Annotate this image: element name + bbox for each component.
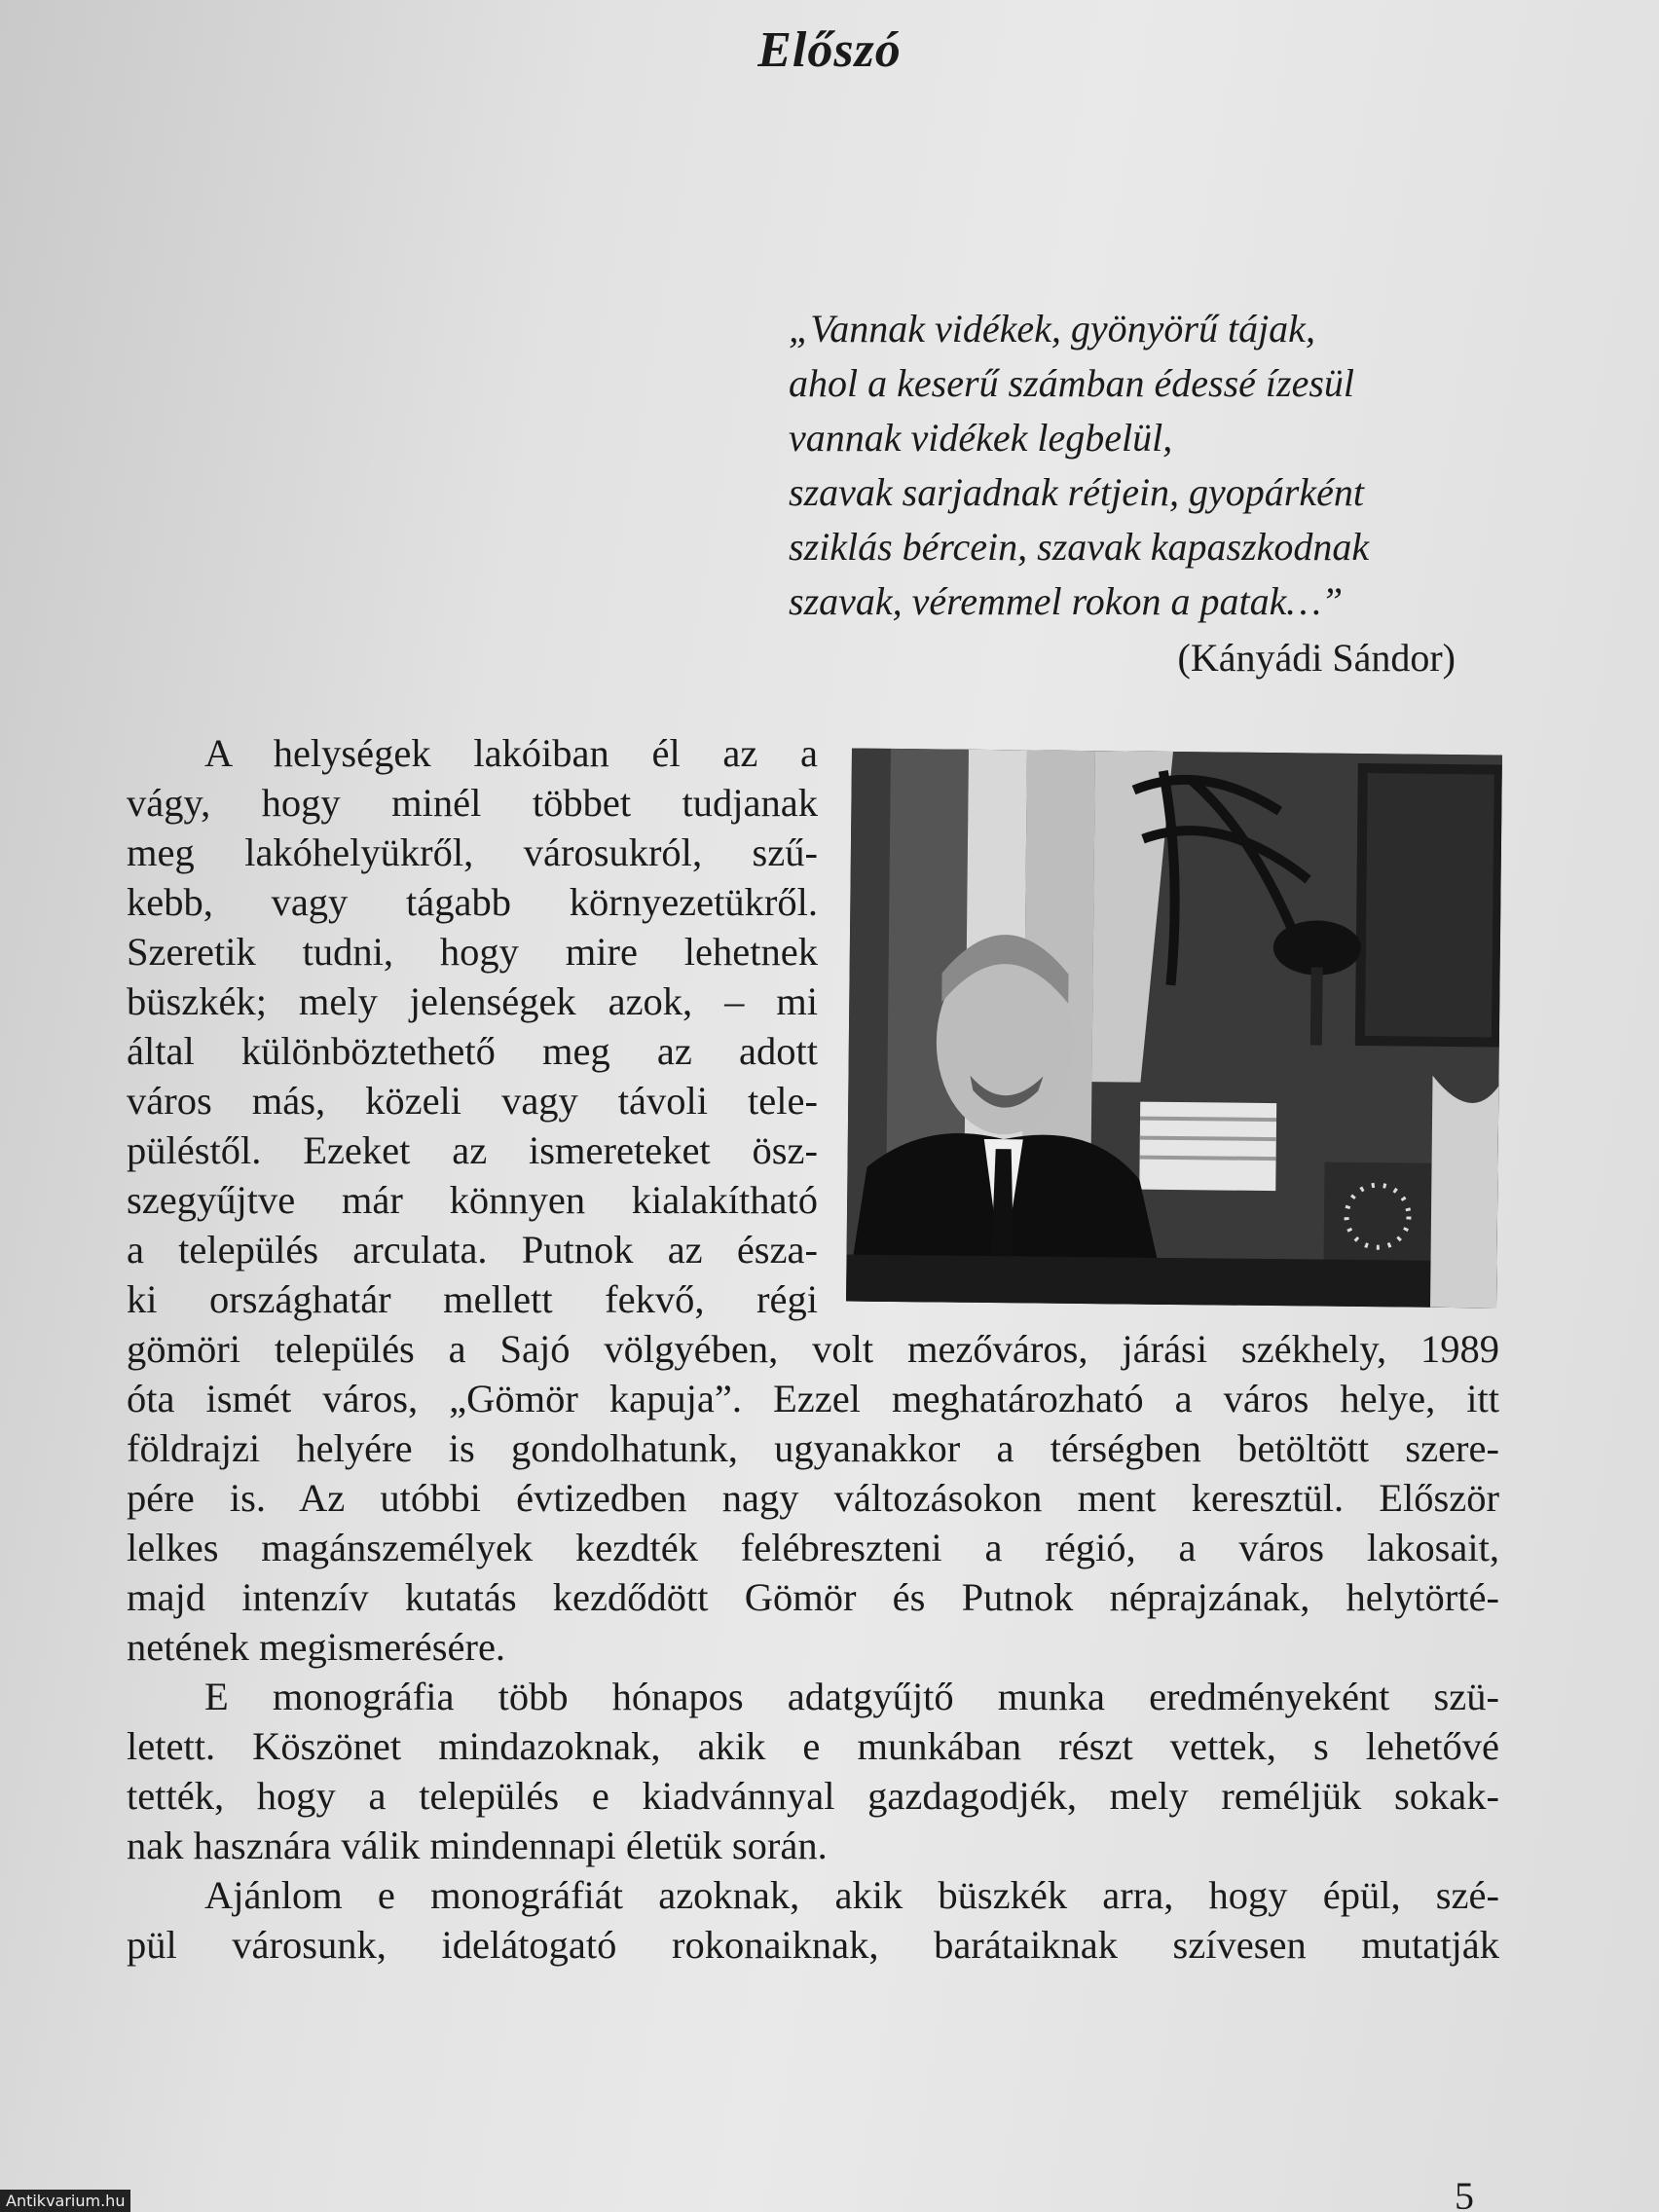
text-line: netének megismerésére. <box>127 1625 506 1669</box>
text-line: büszkék; mely jelenségek azok, – mi <box>127 979 818 1023</box>
text-line: majd intenzív kutatás kezdődött Gömör és Putnok néprajzának, helytörté- <box>127 1575 1499 1619</box>
text-line: város más, közeli vagy távoli tele- <box>127 1079 818 1123</box>
poem-line: szavak sarjadnak rétjein, gyopárként <box>789 470 1364 514</box>
poem-author: (Kányádi Sándor) <box>1177 636 1456 680</box>
text-line: püléstől. Ezeket az ismereteket ösz- <box>127 1128 818 1172</box>
page-number: 5 <box>1455 2174 1474 2212</box>
paragraph-3 <box>127 1870 1499 1970</box>
text-line: Szeretik tudni, hogy mire lehetnek <box>127 930 818 974</box>
poem-line: vannak vidékek legbelül, <box>789 416 1173 460</box>
text-line: pül városunk, idelátogató rokonaiknak, barátaiknak szívesen mutatják <box>127 1923 1499 1967</box>
preface-body <box>127 728 1499 1970</box>
text-line: pére is. Az utóbbi évtizedben nagy változásokon ment keresztül. Először <box>127 1476 1499 1520</box>
text-line: E monográfia több hónapos adatgyűjtő munka eredményeként szü- <box>204 1675 1499 1718</box>
text-line: a település arculata. Putnok az észa- <box>127 1228 818 1272</box>
page-title: Előszó <box>757 22 902 78</box>
text-line: óta ismét város, „Gömör kapuja”. Ezzel meghatározható a város helye, itt <box>127 1377 1499 1420</box>
text-line: letett. Köszönet mindazoknak, akik e munkában részt vettek, s lehetővé <box>127 1724 1499 1768</box>
text-line: A helységek lakóiban él az a <box>204 731 818 775</box>
watermark: Antikvarium.hu <box>0 2190 130 2212</box>
paragraph-2 <box>127 1672 1499 1870</box>
poem-line: sziklás bércein, szavak kapaszkodnak <box>789 525 1370 569</box>
text-line: Ajánlom e monográfiát azoknak, akik büszkék arra, hogy épül, szé- <box>204 1873 1499 1917</box>
text-line: tették, hogy a település e kiadvánnyal gazdagodjék, mely reméljük sokak- <box>127 1774 1499 1818</box>
poem-line: szavak, véremmel rokon a patak…” <box>789 579 1344 623</box>
poem-line: ahol a keserű számban édessé ízesül <box>789 361 1355 405</box>
text-line: meg lakóhelyükről, városukról, szű- <box>127 830 818 874</box>
paragraph-1-wrapped <box>127 728 1499 1324</box>
text-line: ki országhatár mellett fekvő, régi <box>127 1277 818 1321</box>
text-line: gömöri település a Sajó völgyében, volt mezőváros, járási székhely, 1989 <box>127 1327 1499 1371</box>
text-line: szegyűjtve már könnyen kialakítható <box>127 1178 818 1222</box>
text-line: vágy, hogy minél többet tudjanak <box>127 781 818 825</box>
poem-line: „Vannak vidékek, gyönyörű tájak, <box>789 307 1315 350</box>
poem-quote <box>789 302 1490 629</box>
text-line: lelkes magánszemélyek kezdték felébreszteni a régió, a város lakosait, <box>127 1526 1499 1569</box>
text-line: által különböztethető meg az adott <box>127 1029 818 1073</box>
text-line: földrajzi helyére is gondolhatunk, ugyanakkor a térségben betöltött szere- <box>127 1426 1499 1470</box>
text-line: nak hasznára válik mindennapi életük során. <box>127 1824 828 1867</box>
paragraph-1-full <box>127 1324 1499 1672</box>
text-line: kebb, vagy tágabb környezetükről. <box>127 880 818 924</box>
